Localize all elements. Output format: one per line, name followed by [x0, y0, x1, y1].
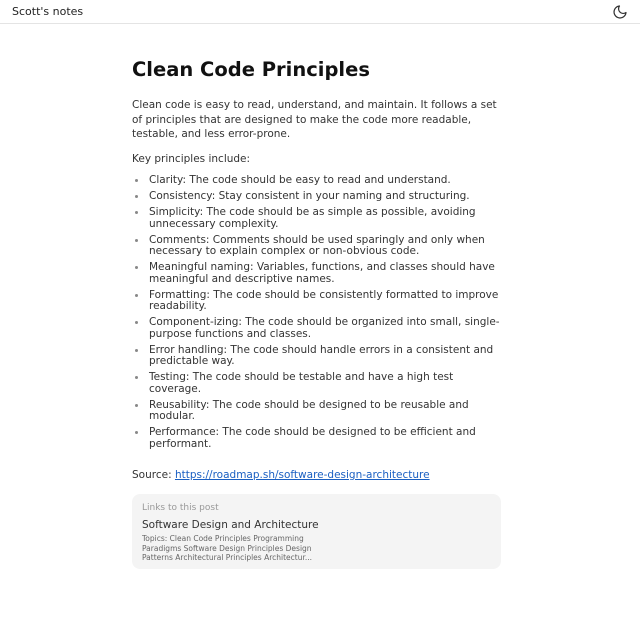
- source-line: [132, 468, 502, 482]
- site-title-link[interactable]: Scott's notes: [12, 5, 84, 18]
- list-item: Reusability: The code should be designed to be reusable and modular.: [132, 400, 502, 423]
- backlink-title-link[interactable]: Software Design and Architecture: [142, 519, 319, 531]
- backlink-excerpt: Topics: Clean Code Principles Programming Paradigms Software Design Principles Design Patterns Architectural Principles Architectur...: [142, 534, 313, 562]
- source-label: Source:: [132, 469, 172, 481]
- list-item: Consistency: Stay consistent in your naming and structuring.: [132, 191, 502, 203]
- intro-paragraph: Clean code is easy to read, understand, and maintain. It follows a set of principles that are designed to make the code more readable, testable, and less error-prone.: [132, 99, 497, 140]
- list-item: Error handling: The code should handle errors in a consistent and predictable way.: [132, 345, 502, 368]
- list-item: Component-izing: The code should be organized into small, single-purpose functions and classes.: [132, 317, 502, 340]
- principles-list: [132, 175, 502, 450]
- page-title: Clean Code Principles: [132, 58, 370, 81]
- top-bar: [0, 0, 640, 24]
- article: [132, 58, 502, 482]
- list-item: Clarity: The code should be easy to read and understand.: [132, 175, 502, 187]
- list-item: Performance: The code should be designed to be efficient and performant.: [132, 427, 502, 450]
- list-item: Simplicity: The code should be as simple as possible, avoiding unnecessary complexity.: [132, 207, 502, 230]
- backlinks-heading: Links to this post: [142, 503, 219, 513]
- moon-icon[interactable]: [612, 4, 628, 20]
- list-item: Comments: Comments should be used sparingly and only when necessary to explain complex or non-obvious code.: [132, 235, 502, 258]
- list-item: Testing: The code should be testable and have a high test coverage.: [132, 372, 502, 395]
- list-item: Formatting: The code should be consistently formatted to improve readability.: [132, 290, 502, 313]
- list-item: Meaningful naming: Variables, functions, and classes should have meaningful and descriptive names.: [132, 262, 502, 285]
- backlinks-card: [132, 494, 501, 569]
- source-link[interactable]: https://roadmap.sh/software-design-architecture: [174, 469, 430, 481]
- key-principles-intro: Key principles include:: [132, 152, 251, 165]
